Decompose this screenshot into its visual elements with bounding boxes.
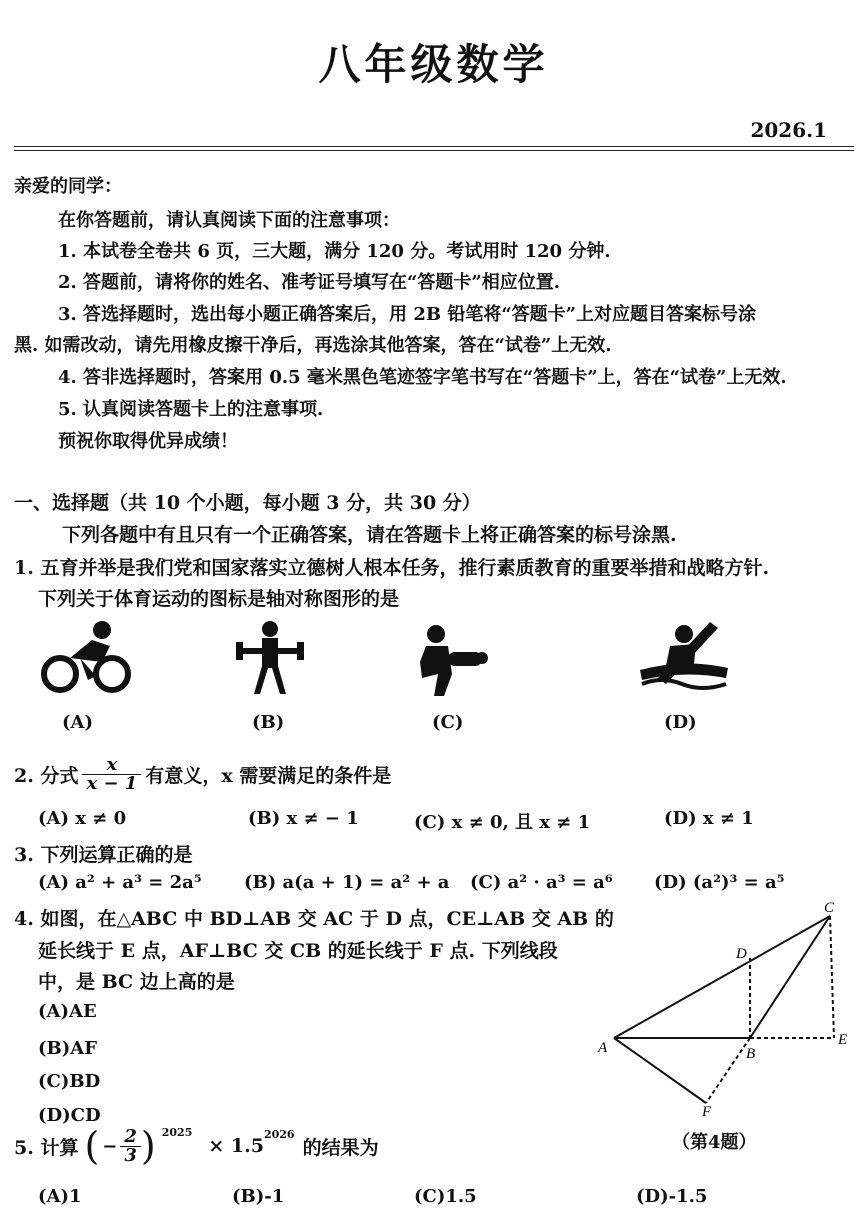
q4-option-c: (C)BD (38, 1071, 101, 1092)
notice-item-1: 1. 本试卷全卷共 6 页，三大题，满分 120 分。考试用时 120 分钟. (58, 241, 611, 262)
section-heading: 一、选择题（共 10 个小题，每小题 3 分，共 30 分） (14, 492, 481, 514)
q5-option-b: (B)-1 (232, 1186, 285, 1207)
section-instruction: 下列各题中有且只有一个正确答案，请在答题卡上将正确答案的标号涂黑. (62, 524, 677, 546)
q5-option-a: (A)1 (38, 1186, 82, 1207)
notice-item-5: 5. 认真阅读答题卡上的注意事项. (58, 399, 324, 420)
q1-option-c: (C) (432, 712, 464, 733)
notice-item-3-cont: 黑. 如需改动，请先用橡皮擦干净后，再选涂其他答案，答在“试卷”上无效. (14, 335, 612, 356)
q5-frac-denominator: 3 (120, 1146, 141, 1165)
point-d-label: D (736, 946, 747, 962)
q1-option-a: (A) (62, 712, 93, 733)
q2-frac-denominator: x − 1 (82, 774, 141, 793)
q5-frac-numerator: 2 (124, 1125, 137, 1147)
q2-option-d: (D) x ≠ 1 (664, 808, 754, 829)
notice-wish: 预祝你取得优异成绩！ (58, 431, 238, 452)
q1-option-d: (D) (664, 712, 697, 733)
q4-triangle-figure (594, 898, 854, 1120)
q5-prefix: 5. 计算 (14, 1136, 79, 1159)
q5-multiplier: × 1.5 (208, 1135, 264, 1157)
kayaking-icon (636, 618, 732, 698)
q2-option-c: (C) x ≠ 0, 且 x ≠ 1 (414, 812, 591, 833)
q2-prefix: 2. 分式 (14, 765, 79, 787)
q2-option-b: (B) x ≠ − 1 (248, 808, 359, 829)
q4-option-a: (A)AE (38, 1001, 97, 1022)
q4-stem-line3: 中，是 BC 边上高的是 (38, 971, 235, 993)
q5-option-c: (C)1.5 (414, 1186, 477, 1207)
q2-stem (14, 756, 391, 793)
q3-option-c: (C) a² · a³ = a⁶ (470, 872, 613, 893)
point-b-label: B (746, 1046, 756, 1062)
cycling-icon (40, 618, 132, 696)
q4-option-b: (B)AF (38, 1038, 97, 1059)
notice-item-3: 3. 答选择题时，选出每小题正确答案后，用 2B 铅笔将“答题卡”上对应题目答案标号涂 (58, 304, 757, 325)
q5-fraction (120, 1125, 141, 1166)
q2-frac-numerator: x (106, 754, 118, 775)
notice-item-4: 4. 答非选择题时，答案用 0.5 毫米黑色笔迹签字笔书写在“答题卡”上，答在“试卷”上无效. (58, 367, 787, 388)
point-c-label: C (824, 900, 835, 916)
shotput-icon (418, 622, 490, 698)
notice-intro: 在你答题前，请认真阅读下面的注意事项： (58, 210, 400, 231)
q5-exponent-2: 2026 (263, 1128, 295, 1141)
point-e-label: E (838, 1032, 848, 1048)
q5-exponent-1: 2025 (161, 1126, 193, 1139)
q3-stem: 3. 下列运算正确的是 (14, 844, 193, 866)
page-title: 八年级数学 (318, 40, 549, 89)
header-divider-2 (14, 150, 854, 151)
notice-item-2: 2. 答题前，请将你的姓名、准考证号填写在“答题卡”相应位置. (58, 272, 561, 293)
q4-stem-line2: 延长线于 E 点，AF⊥BC 交 CB 的延长线于 F 点. 下列线段 (38, 940, 558, 962)
point-a-label: A (598, 1040, 608, 1056)
q3-option-d: (D) (a²)³ = a⁵ (654, 872, 785, 893)
q5-stem: 5. 计算 ( − $\frac{2}{3}$ ) 2025 × 1.5 2026 的结果为 (14, 1124, 379, 1168)
point-f-label: F (702, 1104, 712, 1120)
q4-stem-line1: 4. 如图，在△ABC 中 BD⊥AB 交 AC 于 D 点，CE⊥AB 交 AB 的 (14, 908, 614, 930)
q1-option-b: (B) (252, 712, 285, 733)
q1-stem-line1: 1. 五育并举是我们党和国家落实立德树人根本任务，推行素质教育的重要举措和战略方针. (14, 557, 770, 579)
header-divider (14, 146, 854, 147)
q1-stem-line2: 下列关于体育运动的图标是轴对称图形的是 (38, 588, 400, 610)
exam-date: 2026.1 (750, 118, 827, 142)
q2-option-a: (A) x ≠ 0 (38, 808, 127, 829)
q3-option-a: (A) a² + a³ = 2a⁵ (38, 872, 202, 893)
q5-option-d: (D)-1.5 (636, 1186, 708, 1207)
q4-option-d: (D)CD (38, 1105, 101, 1126)
weightlifting-icon (232, 620, 308, 696)
q2-fraction (82, 756, 141, 793)
greeting: 亲爱的同学： (14, 176, 122, 197)
q5-suffix: 的结果为 (302, 1136, 379, 1159)
q4-figure-caption: （第4题） (672, 1132, 757, 1153)
q2-suffix: 有意义，x 需要满足的条件是 (145, 765, 392, 787)
q3-option-b: (B) a(a + 1) = a² + a (244, 872, 450, 893)
